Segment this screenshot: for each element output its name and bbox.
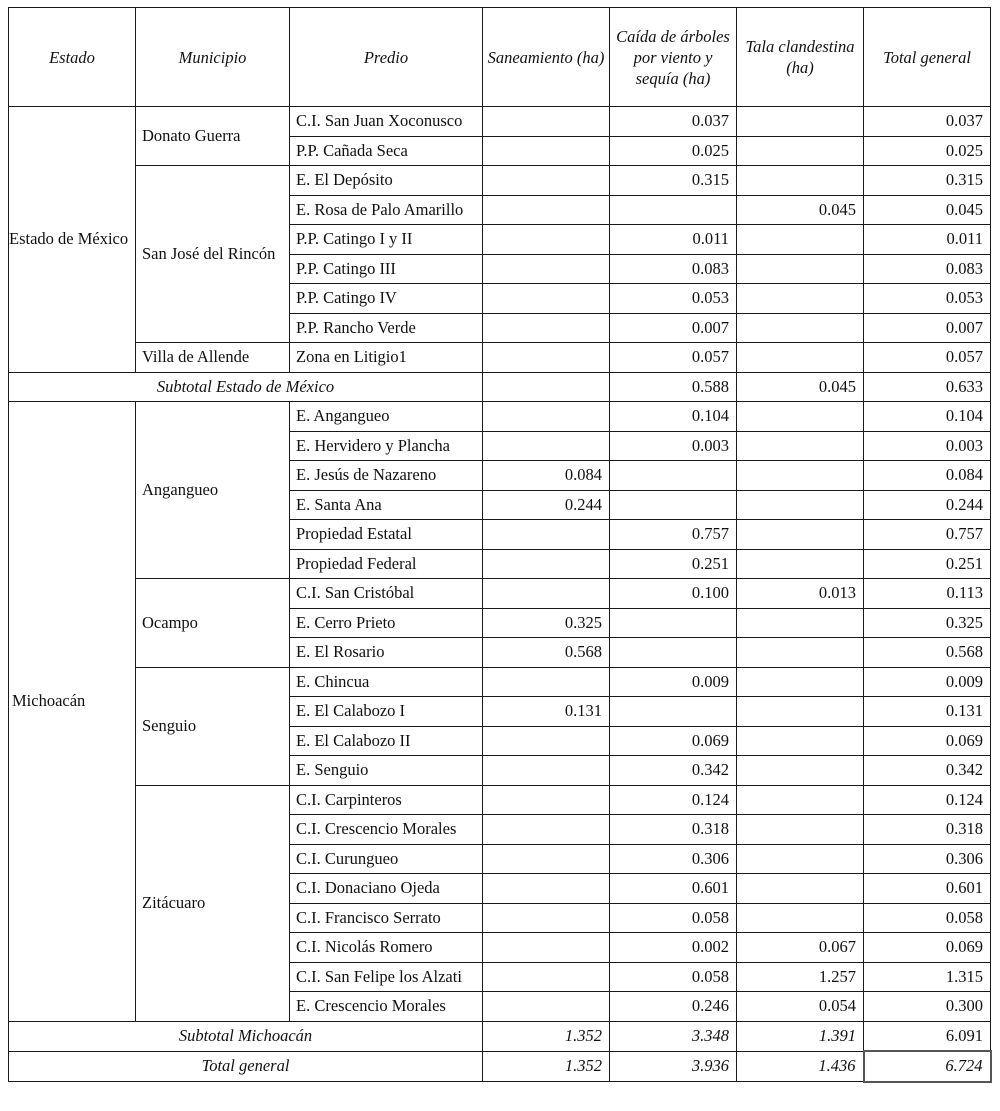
total-cell: 1.315 xyxy=(864,962,991,992)
predio-cell: E. Rosa de Palo Amarillo xyxy=(290,195,483,225)
caida-cell: 0.003 xyxy=(610,431,737,461)
total-cell: 0.633 xyxy=(864,372,991,402)
subtotal-row xyxy=(9,1021,991,1051)
total-cell: 0.083 xyxy=(864,254,991,284)
caida-cell: 0.251 xyxy=(610,549,737,579)
total-cell: 0.568 xyxy=(864,638,991,668)
caida-cell: 0.601 xyxy=(610,874,737,904)
header-total: Total general xyxy=(864,8,991,107)
state-label: Michoacán xyxy=(12,691,86,711)
saneamiento-cell xyxy=(483,431,610,461)
total-cell: 0.251 xyxy=(864,549,991,579)
predio-cell: P.P. Catingo IV xyxy=(290,284,483,314)
total-cell: 0.325 xyxy=(864,608,991,638)
caida-cell xyxy=(610,490,737,520)
total-cell: 0.045 xyxy=(864,195,991,225)
tala-cell: 1.436 xyxy=(737,1051,864,1082)
predio-cell: E. El Depósito xyxy=(290,166,483,196)
saneamiento-cell: 0.084 xyxy=(483,461,610,491)
caida-cell: 0.011 xyxy=(610,225,737,255)
municipio-cell: Zitácuaro xyxy=(136,785,290,1021)
saneamiento-cell xyxy=(483,874,610,904)
tala-cell xyxy=(737,520,864,550)
total-cell: 0.315 xyxy=(864,166,991,196)
saneamiento-cell xyxy=(483,195,610,225)
caida-cell: 0.588 xyxy=(610,372,737,402)
saneamiento-cell: 0.325 xyxy=(483,608,610,638)
tala-cell xyxy=(737,844,864,874)
total-cell: 0.131 xyxy=(864,697,991,727)
caida-cell xyxy=(610,638,737,668)
saneamiento-cell xyxy=(483,520,610,550)
caida-cell: 0.757 xyxy=(610,520,737,550)
saneamiento-cell: 0.568 xyxy=(483,638,610,668)
caida-cell: 0.100 xyxy=(610,579,737,609)
predio-cell: E. El Calabozo II xyxy=(290,726,483,756)
tala-cell xyxy=(737,697,864,727)
subtotal-row xyxy=(9,372,991,402)
total-cell: 0.342 xyxy=(864,756,991,786)
predio-cell: C.I. San Felipe los Alzati xyxy=(290,962,483,992)
tala-cell: 0.067 xyxy=(737,933,864,963)
tala-cell xyxy=(737,343,864,373)
saneamiento-cell xyxy=(483,785,610,815)
tala-cell xyxy=(737,313,864,343)
total-cell: 0.053 xyxy=(864,284,991,314)
tala-cell: 0.045 xyxy=(737,195,864,225)
table-row xyxy=(9,343,991,373)
header-saneamiento: Saneamiento (ha) xyxy=(483,8,610,107)
caida-cell: 0.057 xyxy=(610,343,737,373)
header-row xyxy=(9,8,991,107)
tala-cell xyxy=(737,608,864,638)
saneamiento-cell xyxy=(483,107,610,137)
municipio-cell: Ocampo xyxy=(136,579,290,668)
saneamiento-cell xyxy=(483,136,610,166)
caida-cell: 0.069 xyxy=(610,726,737,756)
caida-cell xyxy=(610,608,737,638)
tala-cell xyxy=(737,166,864,196)
total-cell: 0.318 xyxy=(864,815,991,845)
total-cell: 0.757 xyxy=(864,520,991,550)
predio-cell: C.I. Nicolás Romero xyxy=(290,933,483,963)
predio-cell: C.I. Francisco Serrato xyxy=(290,903,483,933)
caida-cell: 0.083 xyxy=(610,254,737,284)
total-cell: 0.113 xyxy=(864,579,991,609)
total-cell: 0.037 xyxy=(864,107,991,137)
total-cell: 0.244 xyxy=(864,490,991,520)
header-caida: Caída de árboles por viento y sequía (ha) xyxy=(610,8,737,107)
total-cell: 0.300 xyxy=(864,992,991,1022)
saneamiento-cell xyxy=(483,402,610,432)
tala-cell xyxy=(737,136,864,166)
caida-cell: 0.037 xyxy=(610,107,737,137)
total-cell: 0.306 xyxy=(864,844,991,874)
tala-cell xyxy=(737,785,864,815)
tala-cell: 1.257 xyxy=(737,962,864,992)
predio-cell: E. Angangueo xyxy=(290,402,483,432)
caida-cell: 3.348 xyxy=(610,1021,737,1051)
predio-cell: E. Santa Ana xyxy=(290,490,483,520)
hectares-affected-table xyxy=(8,7,992,1083)
total-cell: 6.091 xyxy=(864,1021,991,1051)
caida-cell xyxy=(610,697,737,727)
caida-cell: 0.009 xyxy=(610,667,737,697)
tala-cell xyxy=(737,461,864,491)
predio-cell: E. Senguio xyxy=(290,756,483,786)
subtotal-label: Subtotal Estado de México xyxy=(9,372,483,402)
caida-cell xyxy=(610,461,737,491)
saneamiento-cell: 1.352 xyxy=(483,1051,610,1082)
total-cell: 0.069 xyxy=(864,726,991,756)
table-row xyxy=(9,667,991,697)
municipio-cell: Angangueo xyxy=(136,402,290,579)
header-tala: Tala clandestina (ha) xyxy=(737,8,864,107)
saneamiento-cell xyxy=(483,667,610,697)
tala-cell: 1.391 xyxy=(737,1021,864,1051)
predio-cell: Zona en Litigio1 xyxy=(290,343,483,373)
tala-cell: 0.045 xyxy=(737,372,864,402)
saneamiento-cell xyxy=(483,992,610,1022)
tala-cell xyxy=(737,638,864,668)
saneamiento-cell xyxy=(483,225,610,255)
total-cell: 0.057 xyxy=(864,343,991,373)
saneamiento-cell: 1.352 xyxy=(483,1021,610,1051)
tala-cell xyxy=(737,402,864,432)
tala-cell xyxy=(737,874,864,904)
predio-cell: P.P. Catingo III xyxy=(290,254,483,284)
municipio-cell: Donato Guerra xyxy=(136,107,290,166)
total-cell: 0.011 xyxy=(864,225,991,255)
caida-cell: 0.025 xyxy=(610,136,737,166)
tala-cell xyxy=(737,549,864,579)
saneamiento-cell xyxy=(483,756,610,786)
caida-cell: 0.058 xyxy=(610,962,737,992)
tala-cell: 0.054 xyxy=(737,992,864,1022)
saneamiento-cell xyxy=(483,933,610,963)
table-row xyxy=(9,785,991,815)
saneamiento-cell xyxy=(483,815,610,845)
tala-cell xyxy=(737,815,864,845)
tala-cell xyxy=(737,254,864,284)
caida-cell: 0.342 xyxy=(610,756,737,786)
caida-cell: 0.246 xyxy=(610,992,737,1022)
saneamiento-cell xyxy=(483,343,610,373)
predio-cell: C.I. Crescencio Morales xyxy=(290,815,483,845)
saneamiento-cell: 0.131 xyxy=(483,697,610,727)
header-municipio: Municipio xyxy=(136,8,290,107)
caida-cell: 0.002 xyxy=(610,933,737,963)
saneamiento-cell xyxy=(483,549,610,579)
saneamiento-cell: 0.244 xyxy=(483,490,610,520)
tala-cell xyxy=(737,107,864,137)
total-cell: 0.069 xyxy=(864,933,991,963)
total-cell: 0.104 xyxy=(864,402,991,432)
state-cell xyxy=(9,402,136,1022)
table-row xyxy=(9,402,991,432)
grand-total-label: Total general xyxy=(9,1051,483,1082)
predio-cell: P.P. Rancho Verde xyxy=(290,313,483,343)
predio-cell: Propiedad Estatal xyxy=(290,520,483,550)
table-row xyxy=(9,107,991,137)
saneamiento-cell xyxy=(483,313,610,343)
subtotal-label: Subtotal Michoacán xyxy=(9,1021,483,1051)
saneamiento-cell xyxy=(483,372,610,402)
municipio-cell: Senguio xyxy=(136,667,290,785)
total-cell: 0.009 xyxy=(864,667,991,697)
total-cell: 0.084 xyxy=(864,461,991,491)
state-cell: Estado de México xyxy=(9,107,136,373)
tala-cell xyxy=(737,903,864,933)
total-cell: 0.058 xyxy=(864,903,991,933)
predio-cell: C.I. San Cristóbal xyxy=(290,579,483,609)
saneamiento-cell xyxy=(483,579,610,609)
predio-cell: P.P. Cañada Seca xyxy=(290,136,483,166)
header-estado: Estado xyxy=(9,8,136,107)
total-cell: 0.025 xyxy=(864,136,991,166)
predio-cell: E. Cerro Prieto xyxy=(290,608,483,638)
total-cell[interactable]: 6.724 xyxy=(864,1051,991,1082)
tala-cell xyxy=(737,726,864,756)
table-row xyxy=(9,166,991,196)
tala-cell xyxy=(737,225,864,255)
predio-cell: C.I. Curungueo xyxy=(290,844,483,874)
caida-cell: 0.124 xyxy=(610,785,737,815)
predio-cell: C.I. Donaciano Ojeda xyxy=(290,874,483,904)
predio-cell: E. Hervidero y Plancha xyxy=(290,431,483,461)
caida-cell: 0.318 xyxy=(610,815,737,845)
saneamiento-cell xyxy=(483,726,610,756)
saneamiento-cell xyxy=(483,962,610,992)
tala-cell xyxy=(737,667,864,697)
total-cell: 0.601 xyxy=(864,874,991,904)
saneamiento-cell xyxy=(483,844,610,874)
caida-cell: 0.058 xyxy=(610,903,737,933)
saneamiento-cell xyxy=(483,166,610,196)
tala-cell xyxy=(737,284,864,314)
tala-cell: 0.013 xyxy=(737,579,864,609)
predio-cell: E. El Calabozo I xyxy=(290,697,483,727)
tala-cell xyxy=(737,431,864,461)
tala-cell xyxy=(737,756,864,786)
caida-cell: 0.306 xyxy=(610,844,737,874)
predio-cell: C.I. San Juan Xoconusco xyxy=(290,107,483,137)
predio-cell: E. El Rosario xyxy=(290,638,483,668)
total-cell: 0.007 xyxy=(864,313,991,343)
caida-cell: 0.315 xyxy=(610,166,737,196)
predio-cell: Propiedad Federal xyxy=(290,549,483,579)
saneamiento-cell xyxy=(483,284,610,314)
caida-cell: 0.053 xyxy=(610,284,737,314)
caida-cell: 3.936 xyxy=(610,1051,737,1082)
predio-cell: P.P. Catingo I y II xyxy=(290,225,483,255)
caida-cell xyxy=(610,195,737,225)
predio-cell: C.I. Carpinteros xyxy=(290,785,483,815)
grand-total-row xyxy=(9,1051,991,1082)
caida-cell: 0.007 xyxy=(610,313,737,343)
caida-cell: 0.104 xyxy=(610,402,737,432)
tala-cell xyxy=(737,490,864,520)
header-predio: Predio xyxy=(290,8,483,107)
total-cell: 0.124 xyxy=(864,785,991,815)
total-cell: 0.003 xyxy=(864,431,991,461)
saneamiento-cell xyxy=(483,903,610,933)
predio-cell: E. Jesús de Nazareno xyxy=(290,461,483,491)
saneamiento-cell xyxy=(483,254,610,284)
predio-cell: E. Chincua xyxy=(290,667,483,697)
municipio-cell: San José del Rincón xyxy=(136,166,290,343)
municipio-cell: Villa de Allende xyxy=(136,343,290,373)
predio-cell: E. Crescencio Morales xyxy=(290,992,483,1022)
table-row xyxy=(9,579,991,609)
